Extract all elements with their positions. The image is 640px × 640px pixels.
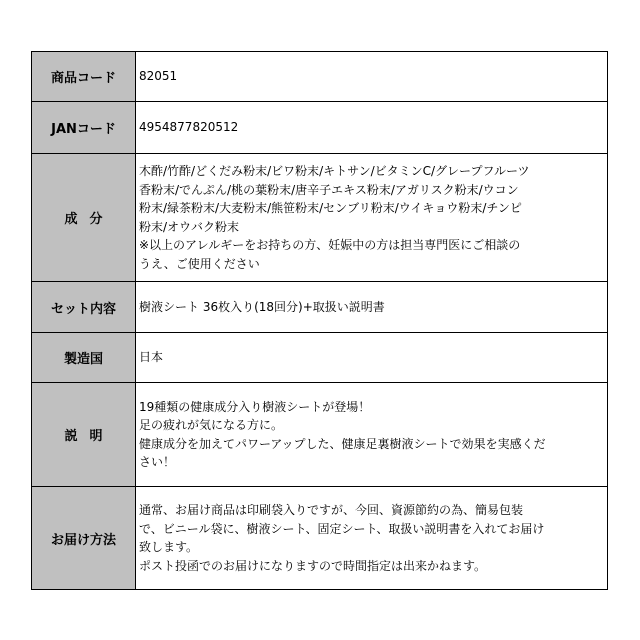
value-country-of-manufacture: [136, 333, 608, 383]
value-line: さい！: [139, 455, 176, 469]
value-line: 香粉末/でんぷん/桃の葉粉末/唐辛子エキス粉末/アガリスク粉末/ウコン: [139, 182, 519, 197]
row-ingredients: [32, 154, 608, 282]
value-line: 82051: [139, 69, 178, 84]
label-description-text: 説明: [64, 429, 115, 444]
label-product-code: 商品コード: [32, 52, 136, 102]
value-description: [136, 383, 608, 487]
value-jan-code: [136, 102, 608, 154]
value-line: 19種類の健康成分入り樹液シートが登場！: [139, 399, 371, 414]
value-line: 日本: [139, 350, 164, 365]
row-product-code: [32, 52, 608, 102]
label-country-of-manufacture: 製造国: [32, 333, 136, 383]
value-line: 通常、お届け商品は印刷袋入りですが、今回、資源節約の為、簡易包装: [139, 503, 524, 517]
label-jan-code: JANコード: [32, 102, 136, 154]
value-line: で、ビニール袋に、樹液シート、固定シート、取扱い説明書を入れてお届け: [139, 521, 545, 536]
product-spec-table: [31, 51, 608, 590]
label-description: [32, 383, 136, 487]
value-set-contents: [136, 282, 608, 333]
value-line: ポスト投函でのお届けになりますので時間指定は出来かねます。: [139, 558, 487, 573]
label-ingredients: [32, 154, 136, 282]
label-delivery-method: お届け方法: [32, 487, 136, 590]
value-line: うえ、ご使用ください: [139, 256, 260, 271]
value-line: 樹液シート 36枚入り(18回分)+取扱い説明書: [139, 299, 385, 314]
label-set-contents: セット内容: [32, 282, 136, 333]
row-country-of-manufacture: [32, 333, 608, 383]
value-line: 粉末/オウバク粉末: [139, 219, 240, 234]
value-line: 足の疲れが気になる方に。: [139, 418, 284, 432]
row-jan-code: [32, 102, 608, 154]
value-line: ※以上のアレルギーをお持ちの方、妊娠中の方は担当専門医にご相談の: [139, 238, 521, 252]
row-set-contents: [32, 282, 608, 333]
value-line: 致します。: [139, 540, 199, 554]
value-line: 4954877820512: [139, 120, 239, 135]
value-line: 粉末/緑茶粉末/大麦粉末/熊笹粉末/センブリ粉末/ウイキョウ粉末/チンピ: [139, 201, 522, 215]
value-product-code: [136, 52, 608, 102]
value-line: 健康成分を加えてパワーアップした、健康足裏樹液シートで効果を実感くだ: [139, 436, 546, 451]
label-ingredients-text: 成分: [64, 212, 115, 227]
row-description: [32, 383, 608, 487]
value-line: 木酢/竹酢/どくだみ粉末/ビワ粉末/キトサン/ビタミンC/グレープフルーツ: [139, 164, 530, 178]
value-delivery-method: [136, 487, 608, 590]
value-ingredients: [136, 154, 608, 282]
row-delivery-method: [32, 487, 608, 590]
